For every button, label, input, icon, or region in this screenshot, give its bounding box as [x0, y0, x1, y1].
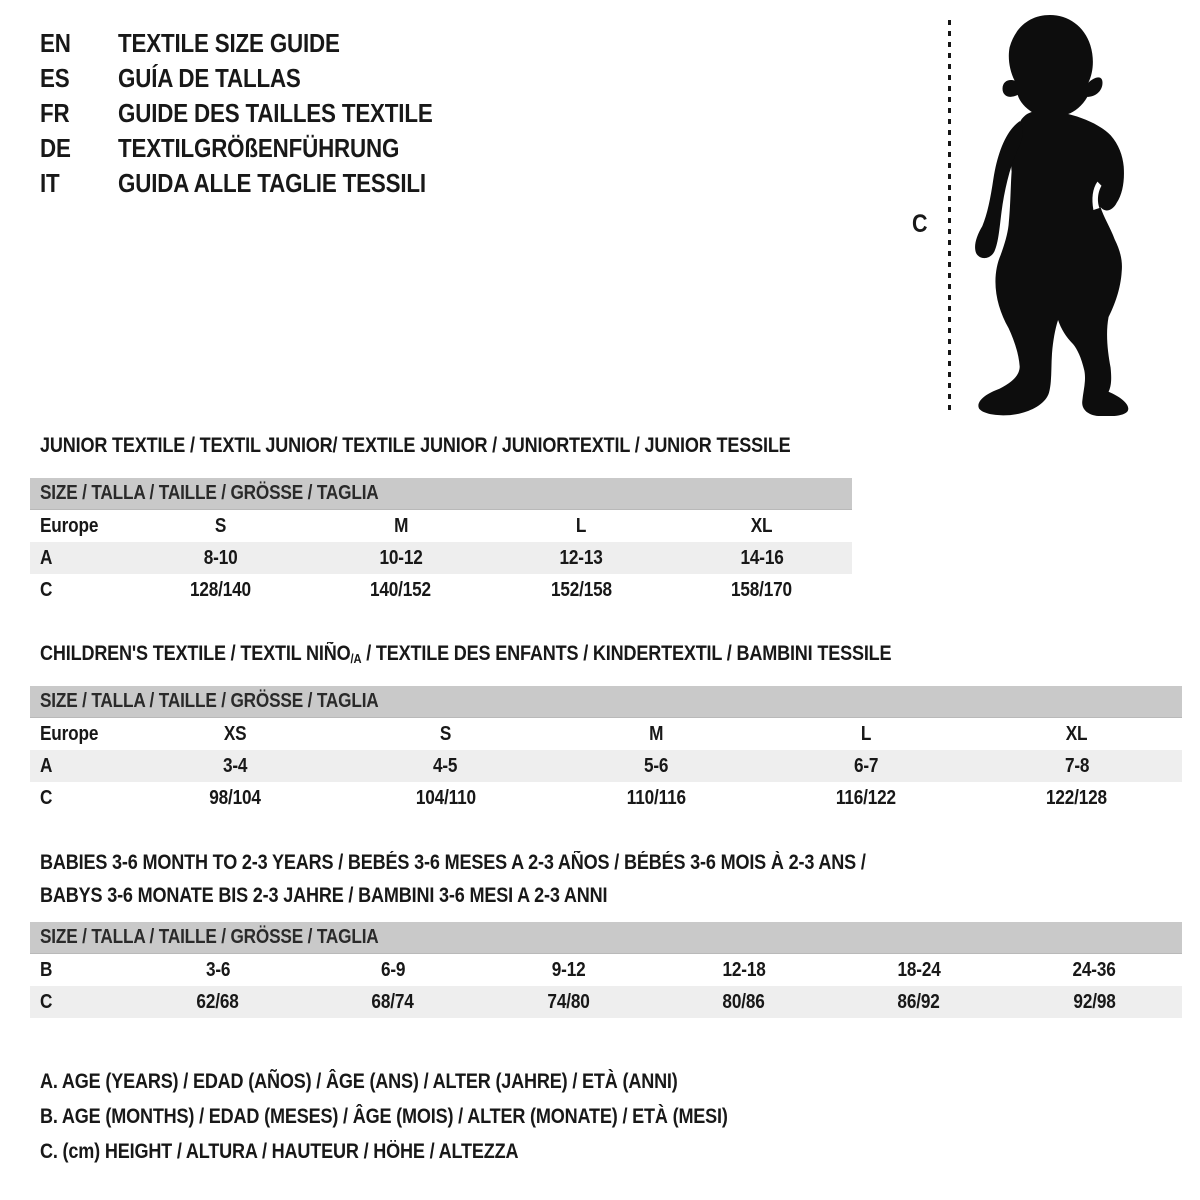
- size-cell: [672, 579, 853, 602]
- size-cell: [311, 515, 492, 538]
- size-cell: [656, 959, 831, 982]
- language-row: [40, 26, 484, 61]
- size-cell: [130, 991, 305, 1014]
- size-cell-text: 116/122: [836, 786, 897, 809]
- size-cell: [761, 787, 971, 810]
- size-cell-text: 140/152: [370, 578, 432, 601]
- table-row: [30, 718, 1182, 750]
- size-cell: [305, 991, 480, 1014]
- size-cell-text: 6-9: [380, 958, 406, 981]
- size-cell-text: 10-12: [379, 546, 423, 569]
- size-cell-text: 152/158: [550, 578, 612, 601]
- section-title-children-main: CHILDREN'S TEXTILE / TEXTIL NIÑO: [40, 642, 351, 665]
- row-label-text: Europe: [40, 722, 99, 745]
- size-cell-text: 3-4: [223, 754, 248, 777]
- table-header: [30, 686, 1182, 718]
- row-label-text: C: [40, 990, 53, 1013]
- language-row: [40, 96, 484, 131]
- size-cell-text: 158/170: [731, 578, 793, 601]
- size-cell: [305, 959, 480, 982]
- size-cell: [1007, 991, 1182, 1014]
- legend: [40, 1064, 840, 1169]
- section-title-babies-line2: BABYS 3-6 MONATE BIS 2-3 JAHRE / BAMBINI 3-6 MESI A 2-3 ANNI: [40, 884, 608, 907]
- size-cell-text: 9-12: [551, 958, 586, 981]
- size-cell: [311, 547, 492, 570]
- table-header: [30, 478, 852, 510]
- size-cell: [130, 723, 340, 746]
- size-cell: [551, 787, 761, 810]
- size-cell: [672, 547, 853, 570]
- language-row: [40, 61, 484, 96]
- section-title-children-rest: / TEXTILE DES ENFANTS / KINDERTEXTIL / BAMBINI TESSILE: [361, 642, 892, 665]
- language-code: ES: [40, 63, 70, 93]
- table-header-label: SIZE / TALLA / TAILLE / GRÖSSE / TAGLIA: [40, 690, 379, 712]
- size-cell-text: 74/80: [547, 990, 590, 1013]
- size-cell-text: 62/68: [196, 990, 239, 1013]
- size-cell-text: 3-6: [205, 958, 230, 981]
- legend-line: [40, 1099, 840, 1134]
- language-label: GUIDE DES TAILLES TEXTILE: [118, 98, 433, 128]
- row-label: [30, 959, 130, 982]
- size-cell-text: XL: [750, 514, 773, 537]
- section-title-children: [40, 641, 1030, 672]
- height-measure-dashed-line: [948, 20, 951, 414]
- row-label: [30, 991, 130, 1014]
- size-cell-text: M: [648, 722, 664, 745]
- size-cell: [972, 755, 1182, 778]
- language-title-list: [40, 26, 484, 201]
- row-label: [30, 787, 130, 810]
- table-row: [30, 954, 1182, 986]
- legend-line: [40, 1134, 840, 1169]
- size-cell-text: 12-13: [559, 546, 603, 569]
- language-row: [40, 131, 484, 166]
- table-header-label: SIZE / TALLA / TAILLE / GRÖSSE / TAGLIA: [40, 482, 379, 504]
- row-label-text: B: [40, 958, 53, 981]
- size-cell-text: 98/104: [209, 786, 261, 809]
- size-cell: [311, 579, 492, 602]
- size-cell: [972, 723, 1182, 746]
- size-cell: [831, 959, 1006, 982]
- size-cell: [551, 723, 761, 746]
- size-cell: [761, 723, 971, 746]
- section-title-babies-line1: BABIES 3-6 MONTH TO 2-3 YEARS / BEBÉS 3-6 MESES A 2-3 AÑOS / BÉBÉS 3-6 MOIS À 2-3 ANS /: [40, 851, 866, 874]
- size-cell-text: XS: [223, 722, 247, 745]
- size-cell-text: 6-7: [854, 754, 879, 777]
- row-label: [30, 755, 130, 778]
- language-code: DE: [40, 133, 71, 163]
- size-cell-text: L: [576, 514, 587, 537]
- legend-line: [40, 1064, 840, 1099]
- language-label: GUÍA DE TALLAS: [118, 63, 301, 93]
- language-code: IT: [40, 168, 60, 198]
- legend-line-text: B. AGE (MONTHS) / EDAD (MESES) / ÂGE (MOIS) / ALTER (MONATE) / ETÀ (MESI): [40, 1104, 728, 1128]
- table-row: [30, 510, 852, 542]
- size-cell: [672, 515, 853, 538]
- size-cell: [130, 959, 305, 982]
- row-label-text: A: [40, 754, 53, 777]
- row-label-text: C: [40, 786, 53, 809]
- size-cell: [491, 579, 672, 602]
- size-cell-text: XL: [1065, 722, 1088, 745]
- size-cell-text: 14-16: [740, 546, 784, 569]
- language-label: GUIDA ALLE TAGLIE TESSILI: [118, 168, 426, 198]
- size-cell-text: 12-18: [722, 958, 766, 981]
- size-cell: [340, 755, 550, 778]
- table-row: [30, 986, 1182, 1018]
- table-row: [30, 542, 852, 574]
- size-cell-text: 24-36: [1072, 958, 1116, 981]
- legend-line-text: A. AGE (YEARS) / EDAD (AÑOS) / ÂGE (ANS) / ALTER (JAHRE) / ETÀ (ANNI): [40, 1069, 678, 1093]
- size-cell: [130, 515, 311, 538]
- size-cell-text: 110/116: [626, 786, 686, 809]
- language-label: TEXTILE SIZE GUIDE: [118, 28, 340, 58]
- size-cell: [130, 755, 340, 778]
- row-label-text: Europe: [40, 514, 99, 537]
- size-cell: [481, 959, 656, 982]
- size-cell-text: S: [439, 722, 452, 745]
- size-cell-text: 7-8: [1064, 754, 1089, 777]
- size-cell-text: 4-5: [433, 754, 458, 777]
- table-header: [30, 922, 1182, 954]
- table-row: [30, 750, 1182, 782]
- size-cell-text: 122/128: [1046, 786, 1108, 809]
- row-label: [30, 723, 130, 746]
- table-row: [30, 574, 852, 606]
- size-cell-text: 5-6: [643, 754, 669, 777]
- section-title-babies: [40, 846, 1000, 912]
- size-cell: [551, 755, 761, 778]
- size-table-children: [30, 686, 1182, 814]
- row-label-text: C: [40, 578, 53, 601]
- size-cell: [972, 787, 1182, 810]
- size-table-junior: [30, 478, 852, 606]
- size-cell-text: 92/98: [1073, 990, 1116, 1013]
- size-cell: [130, 547, 311, 570]
- size-cell: [831, 991, 1006, 1014]
- row-label: [30, 579, 130, 602]
- size-cell: [491, 547, 672, 570]
- size-cell: [761, 755, 971, 778]
- section-title-junior: JUNIOR TEXTILE / TEXTIL JUNIOR/ TEXTILE JUNIOR / JUNIORTEXTIL / JUNIOR TESSILE: [40, 434, 791, 457]
- size-cell: [481, 991, 656, 1014]
- size-cell-text: L: [861, 722, 872, 745]
- size-cell-text: 128/140: [189, 578, 251, 601]
- language-code: EN: [40, 28, 71, 58]
- row-label: [30, 515, 130, 538]
- toddler-silhouette-icon: [963, 12, 1140, 416]
- size-cell-text: 80/86: [722, 990, 765, 1013]
- row-label-text: A: [40, 546, 53, 569]
- language-label: TEXTILGRÖßENFÜHRUNG: [118, 133, 400, 163]
- size-table-babies: [30, 922, 1182, 1018]
- size-cell: [340, 787, 550, 810]
- size-cell: [656, 991, 831, 1014]
- language-row: [40, 166, 484, 201]
- row-label: [30, 547, 130, 570]
- table-header-label: SIZE / TALLA / TAILLE / GRÖSSE / TAGLIA: [40, 926, 379, 948]
- table-row: [30, 782, 1182, 814]
- size-cell: [130, 787, 340, 810]
- size-cell-text: 86/92: [897, 990, 941, 1013]
- size-cell-text: S: [214, 514, 226, 537]
- size-cell: [491, 515, 672, 538]
- size-cell: [1007, 959, 1182, 982]
- size-cell: [340, 723, 550, 746]
- height-measure-label: C: [912, 210, 928, 238]
- size-cell-text: 18-24: [897, 958, 941, 981]
- size-cell-text: M: [393, 514, 408, 537]
- size-cell-text: 8-10: [203, 546, 238, 569]
- size-cell-text: 104/110: [415, 786, 476, 809]
- legend-line-text: C. (cm) HEIGHT / ALTURA / HAUTEUR / HÖHE / ALTEZZA: [40, 1139, 519, 1163]
- size-cell: [130, 579, 311, 602]
- language-code: FR: [40, 98, 70, 128]
- size-cell-text: 68/74: [371, 990, 415, 1013]
- section-title-children-subscript: /A: [350, 651, 362, 666]
